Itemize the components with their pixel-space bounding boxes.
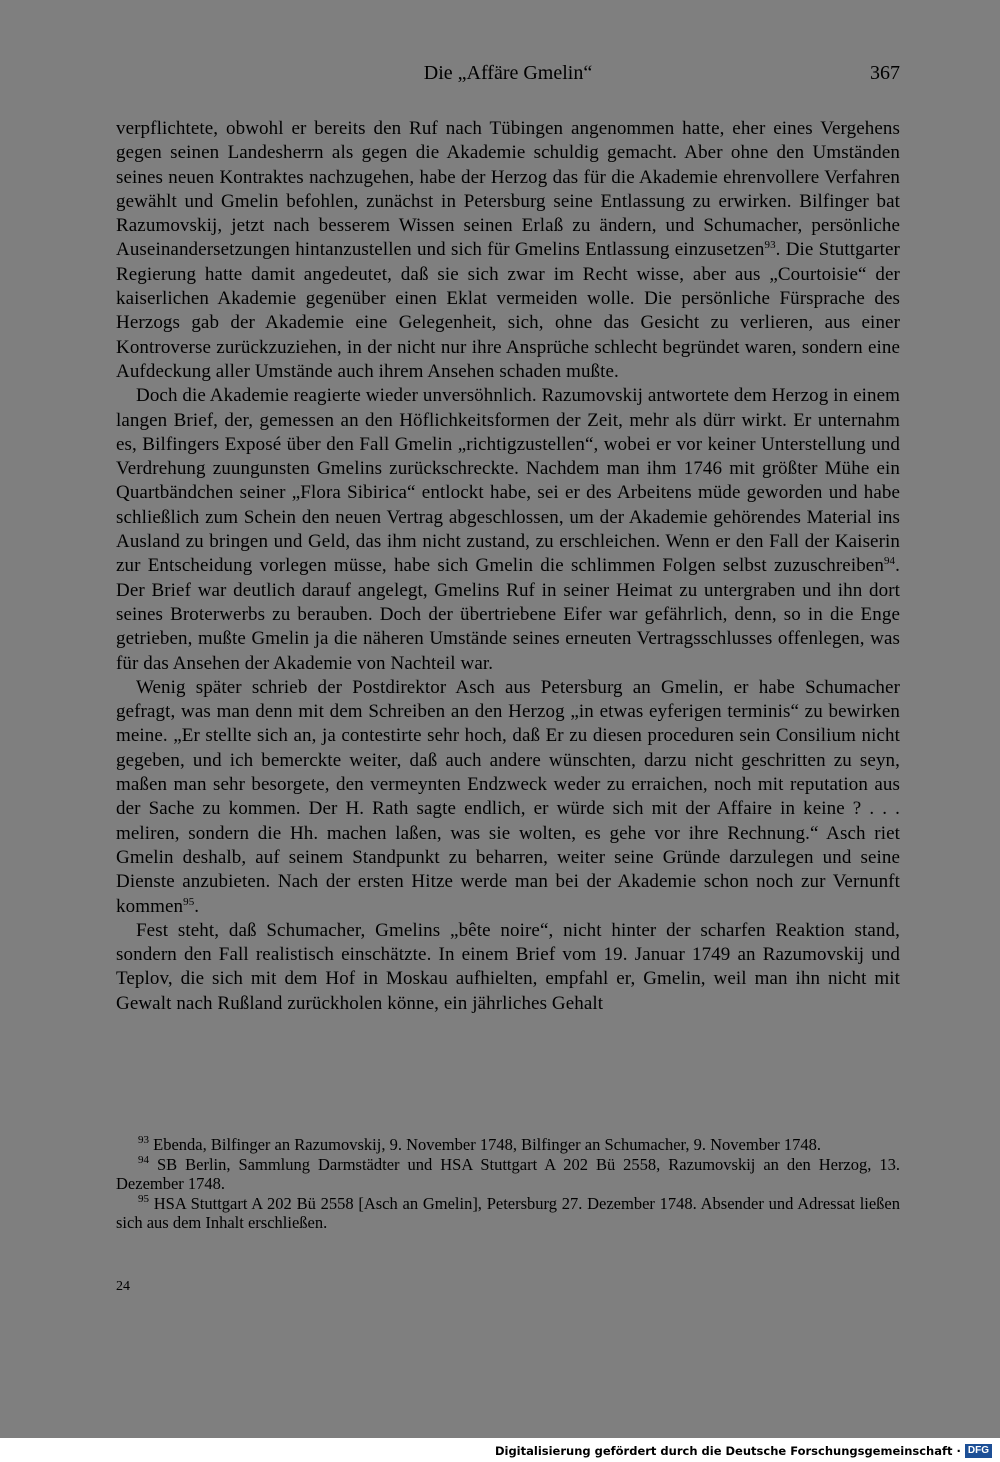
footnote-94 [116, 1155, 900, 1194]
footnote-text: Ebenda, Bilfinger an Razumovskij, 9. November 1748, Bilfinger an Schumacher, 9. November 1748. [153, 1135, 822, 1154]
paragraph-4: Fest steht, daß Schumacher, Gmelins „bête noire“, nicht hinter der scharfen Reaktion stand, sondern den Fall realistisch einschätzte. In einem Brief vom 19. Januar 1749 an Razumovskij und Teplov, die sich mit dem Hof in Moskau aufhielten, empfahl er, Gmelin, weil man ihn nicht mit Gewalt nach Rußland zurückholen könne, ein jährliches Gehalt [116, 919, 900, 1014]
credit-text: Digitalisierung gefördert durch die Deutsche Forschungsgemeinschaft · [494, 1444, 961, 1458]
footnote-number: 95 [138, 1192, 149, 1205]
digitization-credit [495, 1444, 992, 1458]
footnote-95 [116, 1194, 900, 1233]
footnote-text: HSA Stuttgart A 202 Bü 2558 [Asch an Gmelin], Petersburg 27. Dezember 1748. Absender und Adressat ließen sich aus dem Inhalt erschließen. [116, 1193, 901, 1232]
footnote-93 [116, 1135, 900, 1155]
running-head: Die „Affäre Gmelin“ [423, 62, 593, 84]
dfg-logo: DFG [965, 1444, 992, 1458]
signature-mark: 24 [116, 1279, 130, 1294]
body-text [116, 117, 900, 1016]
footnote-text: SB Berlin, Sammlung Darmstädter und HSA Stuttgart A 202 Bü 2558, Razumovskij an den Herzog, 13. Dezember 1748. [116, 1154, 900, 1193]
page-number: 367 [870, 62, 900, 84]
footnote-number: 94 [138, 1153, 149, 1166]
footnote-ref-94: 94 [883, 555, 896, 568]
paragraph-1: verpflichtete, obwohl er bereits den Ruf nach Tübingen angenommen hatte, eher eines Vergehens gegen seinen Landesherrn als gegen die Akademie schuldig gemacht. Aber ohne den Umständen seines neuen Kontraktes nachzugehen, habe der Herzog das für die Akademie ehrenvollere Verfahren gewählt und Gmelin befohlen, zunächst in Petersburg seine Entlassung zu erwirken. Bilfinger bat Razumovskij, jetzt nach besserem Wissen seinen Erlaß zu ändern, und Schumacher, persönliche Auseinandersetzungen hintanzustellen und sich für Gmelins Entlassung einzusetzen$^{93}$. Die Stuttgarter Regierung hatte damit angedeutet, daß sie sich zwar im Recht wisse, aber aus „Courtoisie“ der kaiserlichen Akademie gegenüber einen Eklat vermeiden wolle. Die persönliche Fürsprache des Herzogs gab der Akademie eine Gelegenheit, sich, ohne das Gesicht zu verlieren, aus einer Kontroverse zurückzuziehen, in der nicht nur ihre Ansprüche schlecht begründet waren, sondern eine Aufdeckung aller Umstände auch ihrem Ansehen schaden mußte. [116, 118, 900, 382]
footnote-ref-93: 93 [764, 239, 776, 252]
paragraph-2: Doch die Akademie reagierte wieder unversöhnlich. Razumovskij antwortete dem Herzog in einem langen Brief, der, gemessen an den Höflichkeitsformen der Zeit, mehr als dürr wirkt. Er unternahm es, Bilfingers Exposé über den Fall Gmelin „richtigzustellen“, wobei er vor keiner Unterstellung und Verdrehung zuungunsten Gmelins zurückschreckte. Nachdem man ihm 1746 mit größter Mühe ein Quartbändchen seiner „Flora Sibirica“ entlockt habe, sei er des Arbeitens müde geworden und habe schließlich zum Schein den neuen Vertrag abgeschlossen, um der Akademie gehörendes Material ins Ausland zu bringen und Geld, das ihm nicht zustand, zu erschleichen. Wenn er den Fall der Kaiserin zur Entscheidung vorlegen müsse, habe sich Gmelin die schlimmen Folgen selbst zuzuschreiben$^{94}$. Der Brief war deutlich darauf angelegt, Gmelins Ruf in seiner Heimat zu untergraben und ihn dort seines Broterwerbs zu berauben. Doch der übertriebene Eifer war gefährlich, denn, so in die Enge getrieben, mußte Gmelin ja die näheren Umstände seines erneuten Vertragsschlusses offenlegen, was für das Ansehen der Akademie von Nachteil war. [116, 385, 900, 674]
footnotes [116, 1135, 900, 1233]
footnote-number: 93 [138, 1134, 149, 1146]
paragraph-3: Wenig später schrieb der Postdirektor Asch aus Petersburg an Gmelin, er habe Schumacher gefragt, was man denn mit dem Schreiben an den Herzog „in etwas eyferigen terminis“ zu bewirken meine. „Er stellte sich an, ja contestirte sehr hoch, daß Er zu diesen proceduren sein Consilium nicht gegeben, und ich bemerckte weiter, daß auch andere wünschten, darzu nicht geschritten zu seyn, maßen man sehr besorgete, den vermeynten Endzweck weder zu erraichen, noch mit reputation aus der Sache zu kommen. Der H. Rath sagte endlich, er würde sich mit der Affaire in keine ? . . . meliren, sondern die Hh. machen laßen, was sie wolten, es gehe vor ihre Rechnung.“ Asch riet Gmelin deshalb, auf seinem Standpunkt zu beharren, weiter seine Gründe darzulegen und seine Dienste anzubieten. Nach der ersten Hitze werde man bei der Akademie schon noch zur Vernunft kommen$^{95}$. [116, 676, 900, 917]
footnote-ref-95: 95 [183, 895, 195, 908]
